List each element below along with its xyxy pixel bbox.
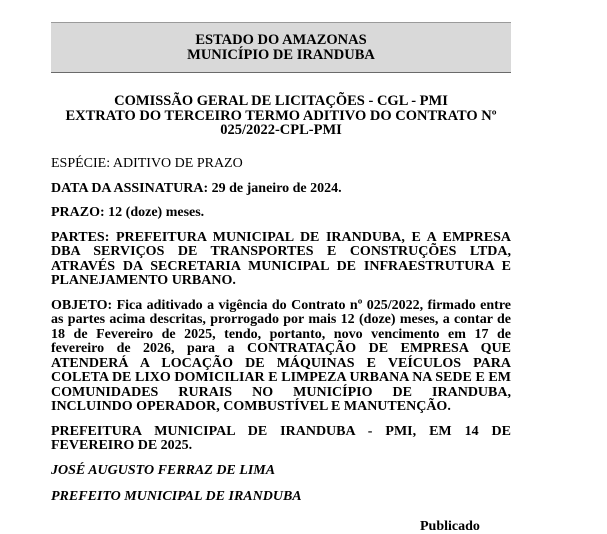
objeto-paragraph: OBJETO: Fica aditivado a vigência do Contrato nº 025/2022, firmado entre as partes acima descritas, prorrogado por mais 12 (doze) meses, a contar de 18 de Fevereiro de 2025, tendo, portanto, novo vencimento em 17 de fevereiro de 2026, para a CONTRATAÇÃO DE EMPRESA QUE ATENDERÁ A LOCAÇÃO DE MÁQUINAS E VEÍCULOS PARA COLETA DE LIXO DOMICILIAR E LIMPEZA URBANA NA SEDE E EM COMUNIDADES RURAIS NO MUNICÍPIO DE IRANDUBA, INCLUINDO OPERADOR, COMBUSTÍVEL E MANUTENÇÃO. bbox=[51, 297, 511, 414]
published-label: Publicado bbox=[420, 519, 480, 534]
document-title bbox=[51, 94, 511, 138]
state-name: ESTADO DO AMAZONAS bbox=[195, 32, 367, 48]
prazo-paragraph: PRAZO: 12 (doze) meses. bbox=[51, 205, 205, 220]
document-body bbox=[51, 157, 511, 517]
extract-title: EXTRATO DO TERCEIRO TERMO ADITIVO DO CONTRATO Nº bbox=[65, 107, 497, 124]
municipality-name: MUNICÍPIO DE IRANDUBA bbox=[187, 47, 375, 63]
partes-paragraph: PARTES: PREFEITURA MUNICIPAL DE IRANDUBA, E A EMPRESA DBA SERVIÇOS DE TRANSPORTES E CONSTRUÇÕES LTDA, ATRAVÉS DA SECRETARIA MUNICIPAL DE INFRAESTRUTURA E PLANEJAMENTO URBANO. bbox=[51, 229, 511, 288]
signatory-name: JOSÉ AUGUSTO FERRAZ DE LIMA bbox=[51, 462, 276, 478]
signatory-title: PREFEITO MUNICIPAL DE IRANDUBA bbox=[51, 489, 302, 504]
commission-title: COMISSÃO GERAL DE LICITAÇÕES - CGL - PMI bbox=[114, 93, 448, 109]
data-assinatura-paragraph: DATA DA ASSINATURA: 29 de janeiro de 2024. bbox=[51, 180, 342, 196]
local-data-paragraph: PREFEITURA MUNICIPAL DE IRANDUBA - PMI, EM 14 DE FEVEREIRO DE 2025. bbox=[51, 423, 511, 453]
state-header bbox=[51, 22, 511, 73]
contract-number: 025/2022-CPL-PMI bbox=[220, 122, 342, 138]
especie-paragraph: ESPÉCIE: ADITIVO DE PRAZO bbox=[51, 156, 243, 171]
